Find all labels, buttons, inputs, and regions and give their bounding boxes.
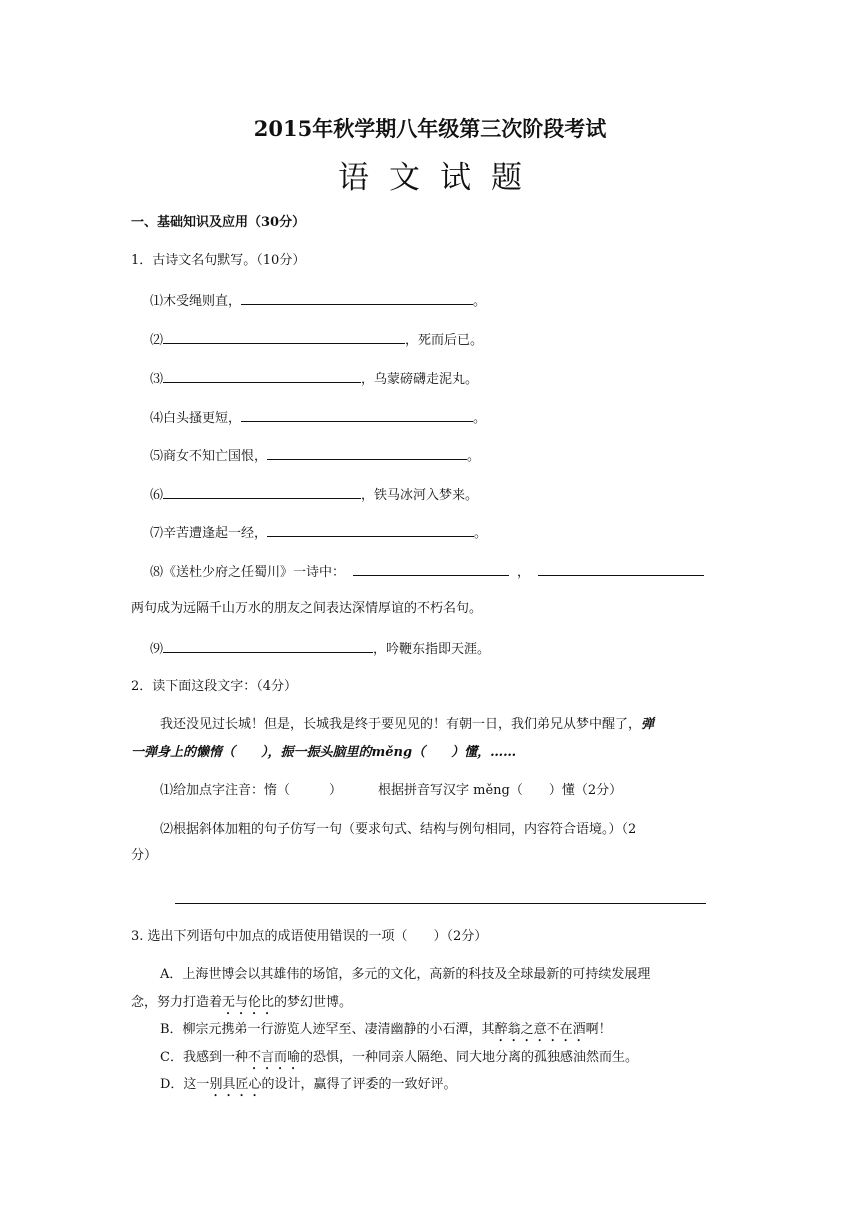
answer-blank[interactable] bbox=[163, 639, 373, 653]
q3-option-a-line-1: A．上海世博会以其雄伟的场馆，多元的文化，高新的科技及全球最新的可持续发展理 bbox=[160, 967, 651, 982]
q1-item-8: ⑻《送杜少府之任蜀川》一诗中： ， bbox=[150, 562, 704, 582]
question-1-stem: 1．古诗文名句默写。（10分） bbox=[131, 253, 306, 268]
q1-item-4: ⑷白头搔更短， 。 bbox=[150, 408, 486, 428]
answer-line[interactable] bbox=[175, 903, 706, 904]
answer-blank[interactable] bbox=[267, 446, 467, 460]
answer-blank[interactable] bbox=[241, 408, 473, 422]
answer-blank[interactable] bbox=[267, 523, 474, 537]
q1-item-6: ⑹ ，铁马冰河入梦来。 bbox=[150, 485, 478, 505]
dotted-idiom: 不言而喻 bbox=[247, 1050, 300, 1065]
answer-blank[interactable] bbox=[163, 485, 361, 499]
question-3-stem: 3. 选出下列语句中加点的成语使用错误的一项（ ）（2分） bbox=[131, 929, 488, 944]
q1-item-8-continuation: 两句成为远隔千山万水的朋友之间表达深情厚谊的不朽名句。 bbox=[131, 601, 483, 616]
question-2-stem: 2．读下面这段文字：（4分） bbox=[131, 679, 298, 694]
answer-blank[interactable] bbox=[163, 369, 361, 383]
q1-item-5: ⑸商女不知亡国恨， 。 bbox=[150, 446, 480, 466]
q3-option-a-line-2: 念，努力打造着无与伦比的梦幻世博。 bbox=[131, 995, 353, 1010]
q1-item-9: ⑼ ，吟鞭东指即天涯。 bbox=[150, 639, 490, 659]
answer-blank[interactable] bbox=[241, 291, 473, 305]
q1-item-7: ⑺辛苦遭逢起一经， 。 bbox=[150, 523, 487, 543]
answer-blank[interactable] bbox=[353, 562, 509, 576]
dotted-idiom: 无与伦比 bbox=[222, 995, 275, 1010]
answer-blank[interactable] bbox=[163, 330, 405, 344]
q3-option-b: B．柳宗元携弟一行游览人迹罕至、凄清幽静的小石潭，其醉翁之意不在酒啊！ bbox=[160, 1022, 612, 1037]
q2-sub-question-2: ⑵根据斜体加粗的句子仿写一句（要求句式、结构与例句相同，内容符合语境。）（2 bbox=[160, 822, 637, 837]
q1-item-1: ⑴木受绳则直， 。 bbox=[150, 291, 486, 311]
q1-item-3: ⑶ ，乌蒙磅礴走泥丸。 bbox=[150, 369, 478, 389]
q2-sub-question-2-cont: 分） bbox=[131, 848, 158, 863]
section-heading: 一、基础知识及应用（30分） bbox=[131, 215, 306, 230]
exam-subject-title: 语文试题 bbox=[338, 160, 542, 196]
answer-blank[interactable] bbox=[538, 562, 704, 576]
q2-passage-line-1: 我还没见过长城！但是，长城我是终于要见见的！有朝一日，我们弟兄从梦中醒了，弹 bbox=[160, 717, 655, 732]
dotted-idiom: 醉翁之意不在酒 bbox=[494, 1022, 586, 1037]
dotted-idiom: 别具匠心 bbox=[209, 1077, 262, 1092]
q3-option-d: D．这一别具匠心的设计，赢得了评委的一致好评。 bbox=[160, 1077, 457, 1092]
q2-passage-line-2: 一弹身上的懒惰（ ），振一振头脑里的měng（ ）懂，…… bbox=[131, 745, 517, 760]
q3-option-c: C．我感到一种不言而喻的恐惧，一种同亲人隔绝、同大地分离的孤独感油然而生。 bbox=[160, 1050, 638, 1065]
q2-sub-question-1: ⑴给加点字注音：惰（ ） 根据拼音写汉字 měng（ ）懂（2分） bbox=[160, 783, 623, 798]
q1-item-2: ⑵ ，死而后已。 bbox=[150, 330, 483, 350]
exam-title: 2015年秋学期八年级第三次阶段考试 bbox=[253, 116, 607, 141]
